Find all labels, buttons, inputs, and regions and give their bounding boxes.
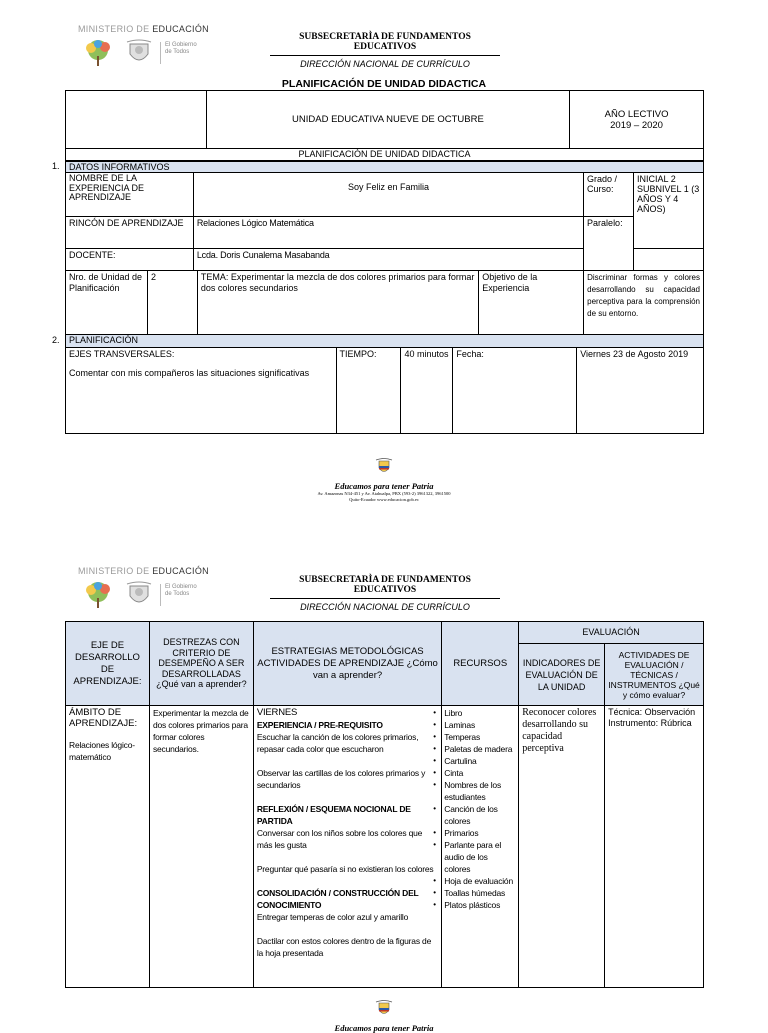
estrategias-cell <box>253 706 441 988</box>
col-actividades: ACTIVIDADES DE EVALUACIÓN / TÉCNICAS / INSTRUMENTOS ¿Qué y cómo evaluar? <box>605 644 704 706</box>
unidad-table <box>65 270 704 335</box>
grado-label: Grado / Curso: <box>584 173 634 217</box>
page-footer <box>0 458 768 503</box>
recurso-item: • Paletas de madera <box>433 744 513 754</box>
recurso-item: • Cartulina <box>433 756 477 766</box>
gobierno-logo: El Gobierno de Todos <box>160 584 198 606</box>
ambito-value: Relaciones lógico-matemático <box>69 740 135 762</box>
subsecretaria-title: SUBSECRETARÌA DE FUNDAMENTOS EDUCATIVOS <box>299 575 471 595</box>
ambito-cell <box>66 706 150 988</box>
bullet-icon: • <box>433 756 436 765</box>
col-eje: EJE DE DESARROLLO DE APRENDIZAJE: <box>66 622 150 706</box>
coat-of-arms-icon <box>374 1000 394 1018</box>
footer-city: Quito-Ecuador www.educacion.gob.ec <box>349 497 419 502</box>
nro-value: 2 <box>147 271 197 335</box>
recurso-item: • Cinta <box>433 768 464 778</box>
nombre-label: NOMBRE DE LA EXPERIENCIA DE APRENDIZAJE <box>66 173 194 217</box>
col-destrezas: DESTREZAS CON CRITERIO DE DESEMPEÑO A SER DESARROLLADAS ¿Qué van a aprender? <box>149 622 253 706</box>
tree-logo-icon <box>78 38 118 68</box>
bullet-icon: • <box>433 876 436 885</box>
subsecretaria-title: SUBSECRETARÌA DE FUNDAMENTOS EDUCATIVOS <box>299 32 471 52</box>
destreza-value: Experimentar la mezcla de dos colores primarios para formar colores secundarios. <box>149 706 253 988</box>
estrategias-table <box>65 621 704 988</box>
direccion-title: DIRECCIÓN NACIONAL DE CURRÍCULO <box>300 59 470 69</box>
recurso-item: • Libro <box>433 708 463 718</box>
tiempo-label: TIEMPO: <box>336 348 401 434</box>
bullet-icon: • <box>433 840 436 849</box>
footer-address: Av. Amazonas N34-451 y Av. Atahualpa, PBX (593-2) 3961322, 3961500 <box>317 491 451 496</box>
rincon-label: RINCÓN DE APRENDIZAJE <box>66 217 194 249</box>
datos-table <box>65 90 704 161</box>
planificacion-subtitle: PLANIFICACIÓN DE UNIDAD DIDACTICA <box>66 149 704 161</box>
bullet-icon: • <box>433 732 436 741</box>
col-recursos: RECURSOS <box>442 622 519 706</box>
anio-lectivo: AÑO LECTIVO 2019 – 2020 <box>570 91 704 149</box>
tema: TEMA: Experimentar la mezcla de dos colores primarios para formar dos colores secundarios <box>197 271 478 335</box>
direccion-title: DIRECCIÓN NACIONAL DE CURRÍCULO <box>300 602 470 612</box>
page-header <box>270 575 500 612</box>
estrategia-item: REFLEXIÓN / ESQUEMA NOCIONAL DE PARTIDA <box>256 804 411 826</box>
recurso-item: • Temperas <box>433 732 481 742</box>
paralelo-label: Paralelo: <box>584 217 634 271</box>
coat-of-arms-icon <box>124 38 154 68</box>
estrategia-item: Observar las cartillas de los colores primarios y secundarios <box>256 768 426 790</box>
objetivo-value: Discriminar formas y colores desarrollando su capacidad perceptiva para la comprensión de su entorno. <box>584 271 704 335</box>
page-1: MINISTERIO DE EDUCACIÓN El Gobierno de Todos SUBSECRETARÌA DE FUNDAMENTOS EDUCATIVOS DIRECCIÓN NACIONAL DE CURRÍCULO PLANIFICACIÓN DE UNIDAD DIDACTICA UNIDAD EDUCATIVA NUEVE DE OCTUBRE AÑO LECTIVO 2019 – 2020 PLANIFICACIÓN DE UNIDAD DIDACTICA 1. DATOS INFORMATIVOS NOMBRE DE LA EXPERIENCIA DE APRENDIZAJE Soy Feliz en Familia Grado / Curso: INICIAL 2 SUBNIVEL 1 (3 AÑOS Y 4 AÑOS) RINCÓN DE APRENDIZAJE Relaciones Lógico Matemática Paralelo: DOCENTE: Lcda. Doris Cunalema Masabanda Nro. de Unidad de Planificación 2 TEMA: Experimentar la mezcla de dos colores primarios para formar dos colores secundarios Objetivo de la Experiencia Discriminar formas y colores desarrollando su capacidad perceptiva para la comprensión de su entorno. 2. PLANIFICACIÓN EJES TRANSVERSALES: Comentar con mis compañeros las situaciones significativas TIEMPO: 40 minutos Fecha: Viernes 23 de Agosto 2019 Educamos para tener Patria Av. Amazonas N34-451 y Av. Atahualpa, PBX (593-2) 3961322, 3961500 Quito-Ecuador www.educacion.gob.ec <box>0 0 768 520</box>
footer-slogan: Educamos para tener Patria <box>334 1023 434 1033</box>
page-footer <box>0 1000 768 1033</box>
estrategia-item: Preguntar qué pasaría si no existieran los colores <box>256 864 434 874</box>
recurso-item: • Primarios <box>433 828 479 838</box>
section-datos-informativos: DATOS INFORMATIVOS <box>66 162 704 173</box>
coat-of-arms-icon <box>124 580 154 610</box>
estrategia-item: Conversar con los niños sobre los colores que más les gusta <box>256 828 423 850</box>
docente-value: Lcda. Doris Cunalema Masabanda <box>193 249 583 271</box>
ejes-label: EJES TRANSVERSALES: <box>69 349 175 359</box>
gobierno-logo: El Gobierno de Todos <box>160 42 198 64</box>
fecha-label: Fecha: <box>453 348 577 434</box>
coat-of-arms-icon <box>374 458 394 476</box>
estrategia-item: Escuchar la canción de los colores primarios, repasar cada color que escucharon <box>256 732 419 754</box>
actividad-eval-value: Técnica: Observación Instrumento: Rúbrica <box>605 706 704 988</box>
bullet-icon: • <box>433 888 436 897</box>
col-indicadores: INDICADORES DE EVALUACIÓN DE LA UNIDAD <box>519 644 605 706</box>
estrategia-item: CONSOLIDACIÓN / CONSTRUCCIÓN DEL CONOCIMIENTO <box>256 888 419 910</box>
bullet-icon: • <box>433 720 436 729</box>
recursos-cell <box>433 706 519 988</box>
ejes-value: Comentar con mis compañeros las situaciones significativas <box>69 368 310 378</box>
grado-value: INICIAL 2 SUBNIVEL 1 (3 AÑOS Y 4 AÑOS) <box>634 173 704 249</box>
docente-label: DOCENTE: <box>66 249 194 271</box>
footer-slogan: Educamos para tener Patria <box>334 481 434 491</box>
page-2 <box>0 560 768 1033</box>
section-planificacion: PLANIFICACIÓN <box>66 335 704 348</box>
nro-label: Nro. de Unidad de Planificación <box>66 271 148 335</box>
tiempo-value: 40 minutos <box>401 348 453 434</box>
rincon-value: Relaciones Lógico Matemática <box>193 217 583 249</box>
planificacion-table <box>65 334 704 434</box>
recurso-item: • Platos plásticos <box>433 900 501 910</box>
estrategia-item: EXPERIENCIA / PRE-REQUISITO <box>256 720 383 730</box>
datos-informativos-table <box>65 161 704 271</box>
objetivo-label: Objetivo de la Experiencia <box>479 271 584 335</box>
bullet-icon: • <box>433 804 436 813</box>
ministerio-logo: MINISTERIO DE EDUCACIÓN El Gobierno de Todos <box>78 566 218 618</box>
indicador-value: Reconocer colores desarrollando su capacidad perceptiva <box>519 706 605 988</box>
ministerio-logo: MINISTERIO DE EDUCACIÓN El Gobierno de Todos <box>78 24 218 76</box>
document-title: PLANIFICACIÓN DE UNIDAD DIDACTICA <box>281 78 487 90</box>
bullet-icon: • <box>433 768 436 777</box>
recurso-item: • Parlante para el audio de los colores <box>433 840 502 874</box>
bullet-icon: • <box>433 780 436 789</box>
ejes-cell <box>66 348 337 434</box>
estrategia-item: Dactilar con estos colores dentro de la figuras de la hoja presentada <box>256 936 432 958</box>
bullet-icon: • <box>433 828 436 837</box>
nombre-value: Soy Feliz en Familia <box>193 173 583 217</box>
bullet-icon: • <box>433 900 436 909</box>
bullet-icon: • <box>433 708 436 717</box>
recurso-item: • Laminas <box>433 720 476 730</box>
recurso-item: • Nombres de los estudiantes <box>433 780 502 802</box>
estrategia-item: VIERNES <box>256 707 298 718</box>
tree-logo-icon <box>78 580 118 610</box>
bullet-icon: • <box>433 744 436 753</box>
col-estrategias: ESTRATEGIAS METODOLÓGICAS ACTIVIDADES DE APRENDIZAJE ¿Cómo van a aprender? <box>253 622 441 706</box>
recurso-item: • Hoja de evaluación <box>433 876 513 886</box>
col-evaluacion: EVALUACIÓN <box>519 622 704 644</box>
page-header <box>270 32 500 69</box>
recurso-item: • Toallas húmedas <box>433 888 506 898</box>
fecha-value: Viernes 23 de Agosto 2019 <box>577 348 704 434</box>
recurso-item: • Canción de los colores <box>433 804 498 826</box>
unidad-educativa: UNIDAD EDUCATIVA NUEVE DE OCTUBRE <box>206 91 569 149</box>
estrategia-item: Entregar temperas de color azul y amarillo <box>256 912 409 922</box>
ambito-label: ÁMBITO DE APRENDIZAJE: <box>69 707 138 729</box>
